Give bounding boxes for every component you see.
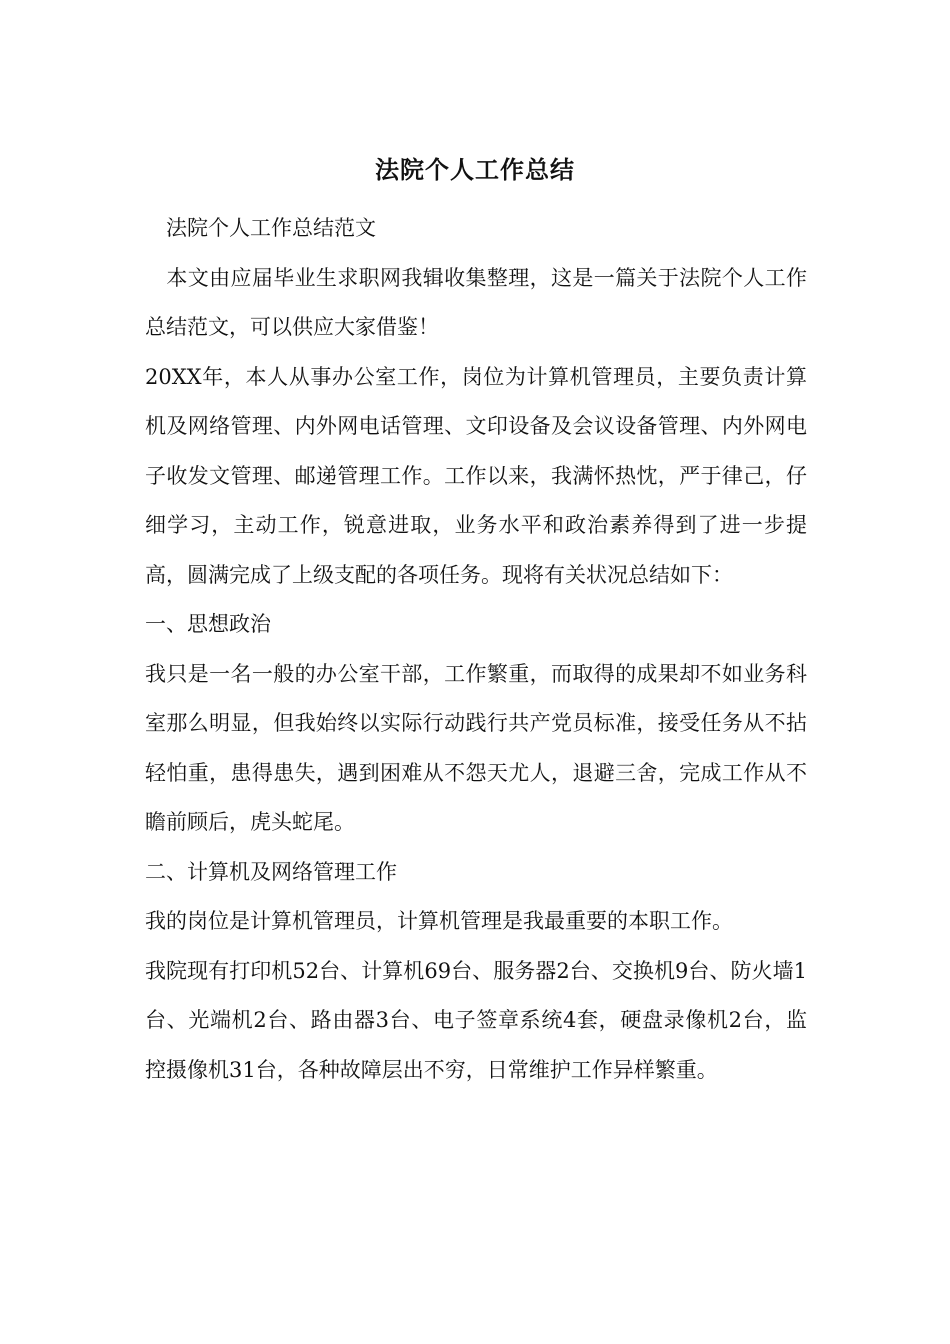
section-heading-computer-network: 二、计算机及网络管理工作 — [145, 859, 397, 884]
section-heading-politics: 一、思想政治 — [145, 612, 271, 636]
paragraph-subtitle: 法院个人工作总结范文 — [145, 216, 376, 240]
document-title: 法院个人工作总结 — [375, 155, 575, 184]
paragraph-role: 我的岗位是计算机管理员，计算机管理是我最重要的本职工作。 — [145, 909, 733, 933]
paragraph-politics: 我只是一名一般的办公室干部，工作繁重，而取得的成果却不如业务科室那么明显，但我始终以实际行动践行共产党员标准，接受任务从不拈轻怕重，患得患失，遇到困难从不怨天尤人，退避三舍，完成工作从不瞻前顾后，虎头蛇尾。 — [145, 661, 807, 834]
paragraph-intro: 本文由应届毕业生求职网我辑收集整理，这是一篇关于法院个人工作总结范文，可以供应大家借鉴！ — [145, 265, 807, 339]
paragraph-overview: 20XX年，本人从事办公室工作，岗位为计算机管理员，主要负责计算机及网络管理、内外网电话管理、文印设备及会议设备管理、内外网电子收发文管理、邮递管理工作。工作以来，我满怀热忱，严于律己，仔细学习，主动工作，锐意进取，业务水平和政治素养得到了进一步提高，圆满完成了上级支配的各项任务。现将有关状况总结如下： — [145, 364, 807, 587]
document-body — [145, 204, 807, 1095]
paragraph-equipment: 我院现有打印机52台、计算机69台、服务器2台、交换机9台、防火墙1台、光端机2台、路由器3台、电子签章系统4套，硬盘录像机2台，监控摄像机31台，各种故障层出不穷，日常维护工作异样繁重。 — [145, 958, 807, 1082]
